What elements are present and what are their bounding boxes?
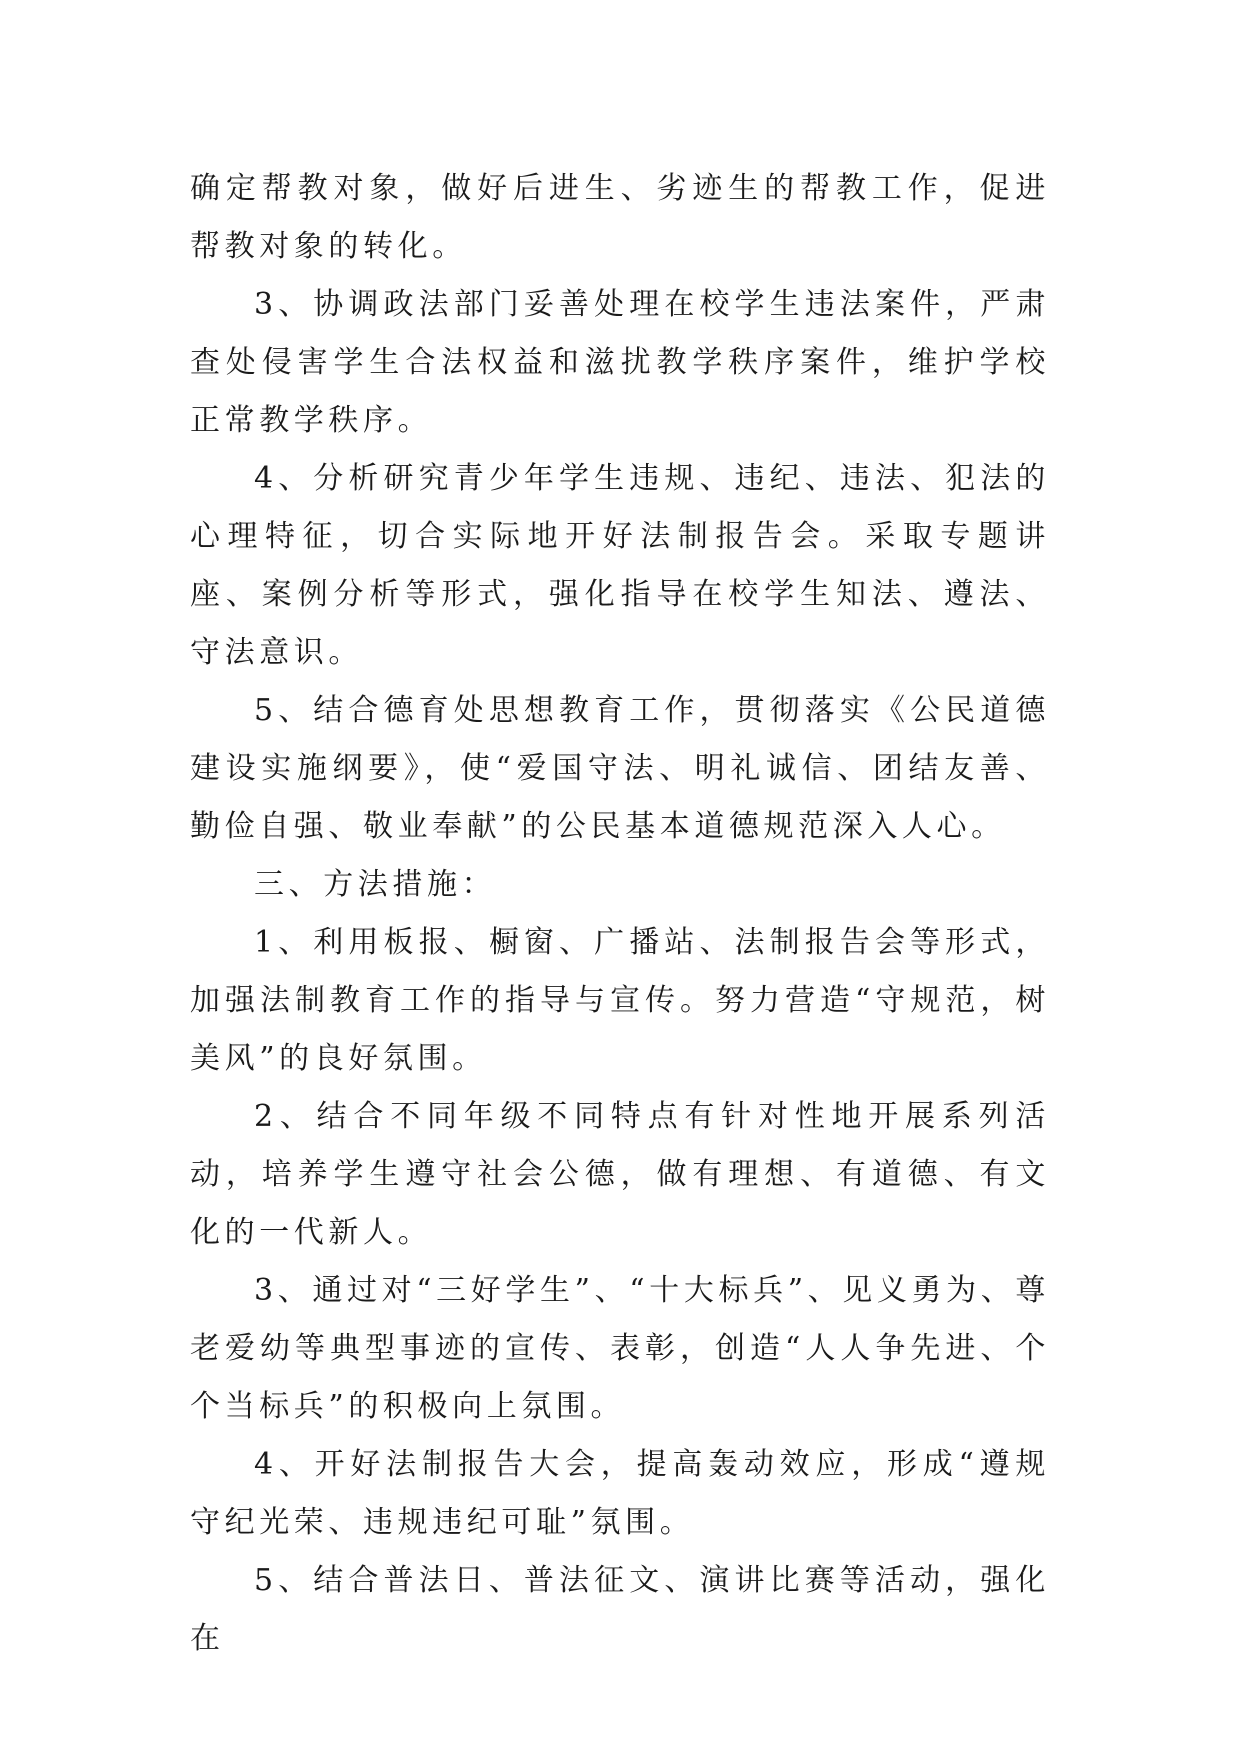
paragraph-continuation: 确定帮教对象，做好后进生、劣迹生的帮教工作，促进帮教对象的转化。 [190,171,1050,264]
paragraph-item-4: 4、分析研究青少年学生违规、违纪、违法、犯法的心理特征，切合实际地开好法制报告会。采取专题讲座、案例分析等形式，强化指导在校学生知法、遵法、守法意识。 [190,461,1050,670]
section-heading-methods: 三、方法措施： [254,867,497,902]
paragraph-item-3: 3、协调政法部门妥善处理在校学生违法案件，严肃查处侵害学生合法权益和滋扰教学秩序案件，维护学校正常教学秩序。 [190,287,1050,438]
paragraph-method-4: 4、开好法制报告大会，提高轰动效应，形成“遵规守纪光荣、违规违纪可耻”氛围。 [190,1447,1050,1540]
paragraph-method-1: 1、利用板报、橱窗、广播站、法制报告会等形式，加强法制教育工作的指导与宣传。努力营造“守规范，树美风”的良好氛围。 [190,925,1050,1076]
paragraph-method-2: 2、结合不同年级不同特点有针对性地开展系列活动，培养学生遵守社会公德，做有理想、有道德、有文化的一代新人。 [190,1099,1050,1250]
document-body [190,160,1050,1668]
paragraph-item-5: 5、结合德育处思想教育工作，贯彻落实《公民道德建设实施纲要》，使“爱国守法、明礼诚信、团结友善、勤俭自强、敬业奉献”的公民基本道德规范深入人心。 [190,693,1050,844]
paragraph-method-3: 3、通过对“三好学生”、“十大标兵”、见义勇为、尊老爱幼等典型事迹的宣传、表彰，创造“人人争先进、个个当标兵”的积极向上氛围。 [190,1273,1050,1424]
paragraph-method-5: 5、结合普法日、普法征文、演讲比赛等活动，强化在 [190,1563,1050,1656]
